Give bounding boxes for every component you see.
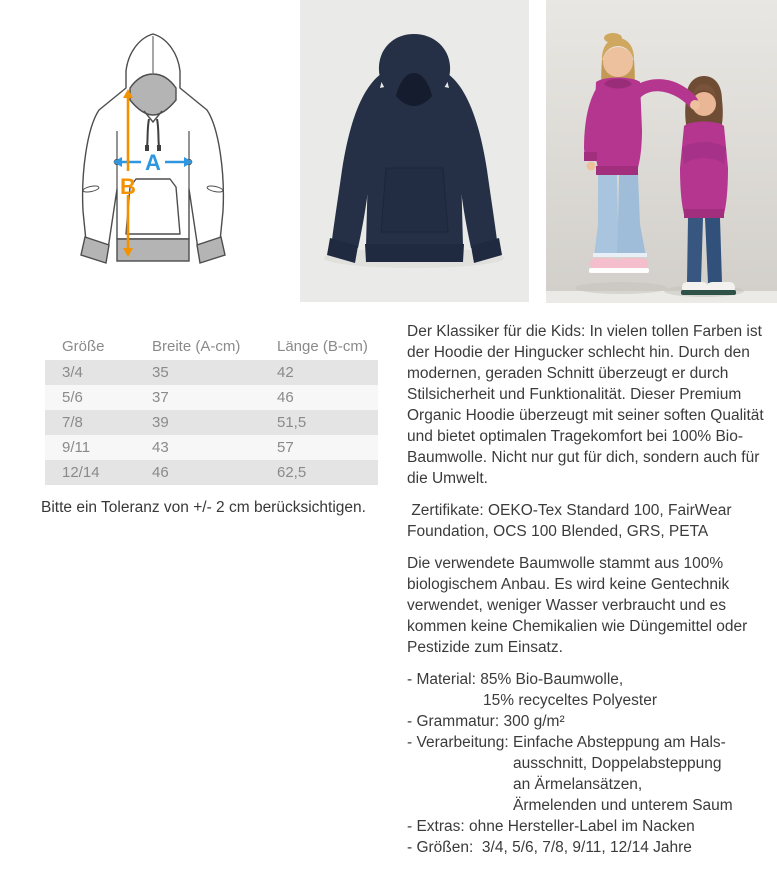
table-row: [45, 360, 378, 385]
table-row: [45, 385, 378, 410]
description-paragraph: Der Klassiker für die Kids: In vielen tollen Farben ist der Hoodie der Hingucker schlecht hin. Durch den modernen, geraden Schnitt überzeugt er durch Stilsicherheit und Funktionalität. Dieser Premium Organic Hoodie überzeugt mit seiner soften Qualität und bietet optimalen Tragekomfort bei 100% Bio-Baumwolle. Nicht nur gut für dich, sondern auch für die Umwelt.: [407, 323, 769, 487]
column-header-size: Größe: [45, 332, 135, 360]
spec-line-verarbeitung: - Verarbeitung: Einfache Absteppung am Hals-: [407, 734, 726, 751]
cell-size: 3/4: [45, 360, 135, 385]
product-photo-navy-hoodie[interactable]: [300, 0, 529, 302]
cell-size: 5/6: [45, 385, 135, 410]
cell-length: 57: [260, 435, 378, 460]
cell-width: 39: [135, 410, 260, 435]
cell-length: 42: [260, 360, 378, 385]
cell-size: 9/11: [45, 435, 135, 460]
width-arrow-label: A: [145, 150, 161, 175]
hoodie-sketch-icon: [77, 31, 229, 271]
spec-line-grammatur: - Grammatur: 300 g/m²: [407, 713, 565, 730]
size-table-header-row: [45, 332, 378, 360]
certificates-paragraph: Zertifikate: OEKO-Tex Standard 100, FairWear Foundation, OCS 100 Blended, GRS, PETA: [407, 502, 736, 540]
cell-size: 7/8: [45, 410, 135, 435]
product-description: [407, 321, 769, 858]
spec-line-verarbeitung-cont: Ärmelenden und unterem Saum: [513, 797, 733, 814]
table-row: [45, 410, 378, 435]
table-row: [45, 460, 378, 485]
size-table: [45, 332, 378, 485]
cell-length: 46: [260, 385, 378, 410]
column-header-length: Länge (B-cm): [260, 332, 378, 360]
cell-width: 37: [135, 385, 260, 410]
spec-line-groessen: - Größen: 3/4, 5/6, 7/8, 9/11, 12/14 Jahre: [407, 839, 692, 856]
product-photo-kids[interactable]: [546, 0, 777, 303]
cell-length: 51,5: [260, 410, 378, 435]
column-header-width: Breite (A-cm): [135, 332, 260, 360]
tolerance-note: Bitte ein Toleranz von +/- 2 cm berücksichtigen.: [41, 499, 366, 516]
spec-line-material-cont: 15% recyceltes Polyester: [483, 692, 658, 709]
cell-width: 43: [135, 435, 260, 460]
spec-list: [407, 669, 765, 858]
length-arrow-label: B: [120, 174, 136, 199]
cotton-info-paragraph: Die verwendete Baumwolle stammt aus 100% biologischem Anbau. Es wird keine Gentechnik verwendet, weniger Wasser verbraucht und es kommen keine Chemikalien wie Düngemittel oder Pestizide zum Einsatz.: [407, 555, 752, 656]
spec-line-verarbeitung-cont: an Ärmelansätzen,: [513, 776, 643, 793]
kids-photo-image: [546, 0, 777, 303]
spec-line-material: - Material: 85% Bio-Baumwolle,: [407, 671, 624, 688]
size-diagram-image[interactable]: [40, 0, 285, 303]
table-row: [45, 435, 378, 460]
spec-line-extras: - Extras: ohne Hersteller-Label im Nacken: [407, 818, 695, 835]
cell-size: 12/14: [45, 460, 135, 485]
cell-width: 35: [135, 360, 260, 385]
cell-width: 46: [135, 460, 260, 485]
navy-hoodie-image: [300, 0, 529, 302]
cell-length: 62,5: [260, 460, 378, 485]
spec-line-verarbeitung-cont: ausschnitt, Doppelabsteppung: [513, 755, 722, 772]
